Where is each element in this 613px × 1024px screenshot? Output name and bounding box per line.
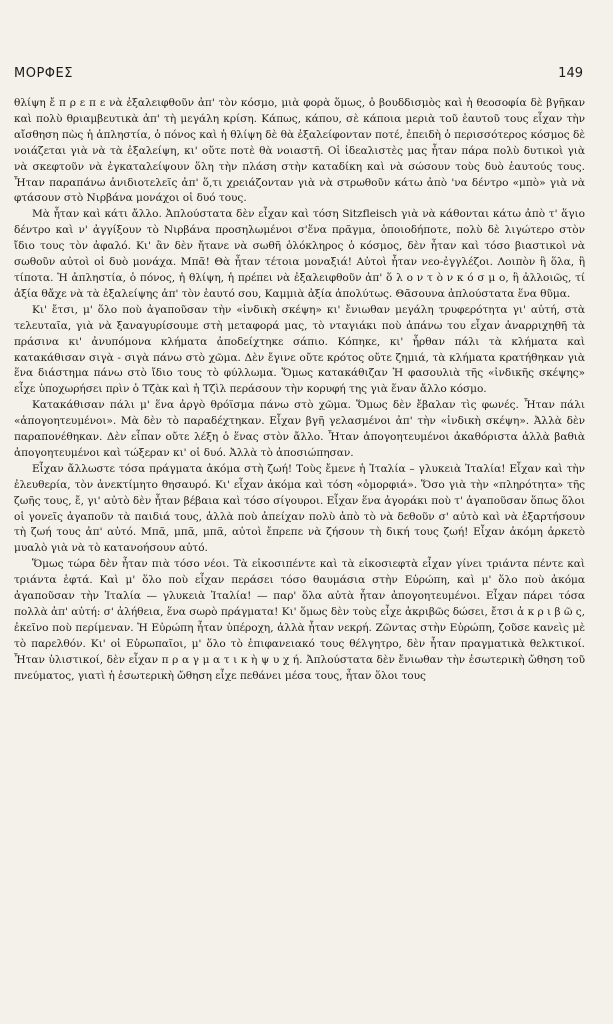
- paragraph: Κι' ἔτσι, μ' ὅλο ποὺ ἀγαποῦσαν τὴν «ἰνδικὴ σκέψη» κι' ἔνιωθαν μεγάλη τρυφερότητα γι' αὐτή, στὰ τελευταῖα, γιὰ νὰ ξαναγυρίσουμε στὴ μεταφορά μας, τὸ νταγιάκι ποὺ ἀπάνω του εἶχαν ἀναρριχηθῆ τὰ πράσινα κι' ἀνυπόμονα κλήματα ἀποδείχτηκε σάπιο. Κόπηκε, κι' ἦρθαν πάλι τὰ κλήματα καὶ κατακάθισαν σιγὰ - σιγὰ πάνω στὸ χῶμα. Δὲν ἔγινε οὔτε κρότος οὔτε ζημιά, τὰ κλήματα κρατήθηκαν γιὰ ἕνα διάστημα πάνω στὸ ἴδιο τους τὸ φύλλωμα. Ὅμως κατακάθιζαν Ἡ φασουλιὰ τῆς «ἰνδικῆς σκέψης» εἶχε ὑποχωρήσει πρὶν ὁ Τζὰκ καὶ ἡ Τζὶλ περάσουν τὴν κορυφή της γιὰ ἕναν ἄλλο κόσμο.: [14, 303, 585, 396]
- paragraph: Ὅμως τώρα δὲν ἦταν πιὰ τόσο νέοι. Τὰ εἰκοσιπέντε καὶ τὰ εἰκοσιεφτὰ εἶχαν γίνει τριάντα πέντε καὶ τριάντα ἑφτά. Καὶ μ' ὅλο ποὺ εἶχαν περάσει τόσο θαυμάσια στὴν Εὐρώπη, καὶ μ' ὅλο ποὺ ἀκόμα ἀγαποῦσαν τὴν Ἰταλία — γλυκειὰ Ἰταλία! — παρ' ὅλα αὐτὰ ἦταν ἀπογοητευμένοι. Εἶχαν πάρει τόσα πολλὰ ἀπ' αὐτή: σ' ἀλήθεια, ἕνα σωρὸ πράγματα! Κι' ὅμως δὲν τοὺς εἶχε ἀκριβῶς δώσει, ἔτσι ἀ κ ρ ι β ῶ ς, ἐκεῖνο ποὺ περίμεναν. Ἡ Εὐρώπη ἦταν ὑπέροχη, ἀλλὰ ἦταν νεκρή. Ζῶντας στὴν Εὐρώπη, ζοῦσε κανεὶς μὲ τὸ παρελθόν. Κι' οἱ Εὐρωπαῖοι, μ' ὅλο τὸ ἐπιφανειακό τους θέλγητρο, δὲν ἦταν πραγματικὰ θελκτικοί. Ἦταν ὑλιστικοί, δὲν εἶχαν π ρ α γ μ α τ ι κ ὴ ψ υ χ ή. Ἀπλούστατα δὲν ἔνιωθαν τὴν ἐσωτερικὴ ὤθηση τοῦ πνεύματος, γιατὶ ἡ ἐσωτερικὴ ὤθηση εἶχε πεθάνει μέσα τους, ἦταν ὅλοι τους: [14, 558, 585, 682]
- page-body: [14, 96, 585, 685]
- paragraph: Μὰ ἦταν καὶ κάτι ἄλλο. Ἀπλούστατα δὲν εἶχαν καὶ τόση Sitzfleisch γιὰ νὰ κάθονται κάτω ἀπὸ τ' ἅγιο δέντρο καὶ ν' ἀγγίξουν τὸ Νιρβάνα προσηλωμένοι σ'ἕνα πρᾶγμα, ὁποιοδήποτε, πολὺ δὲ λιγώτερο στὸν ἴδιο τους τὸν ἀφαλό. Κι' ἂν δὲν ἤτανε νὰ σωθῆ ὁλόκληρος ὁ κόσμος, δὲν ἦταν καὶ τόσο βιαστικοὶ νὰ σωθοῦν αὐτοὶ οἱ δυὸ μονάχα. Μπᾶ! Θὰ ἦταν τέτοια μοναξιά! Αὐτοὶ ἦταν νεο-ἐγγλέζοι. Λοιπὸν ἢ ὅλα, ἢ τίποτα. Ἡ ἀπληστία, ὁ πόνος, ἡ θλίψη, ἡ πρέπει νὰ ἐξαλειφθοῦν ἀπ' ὅ λ ο ν τ ὸ ν κ ό σ μ ο, ἢ ἀλλοιῶς, τί ἀξία θἄχε νὰ τὰ ἐξαλείψης ἀπ' τὸν ἑαυτό σου, Καμμιὰ ἀξία ἀπολύτως. Θᾶσουνα ἁπλούστατα ἕνα θῦμα.: [14, 208, 585, 300]
- paragraph: Κατακάθισαν πάλι μ' ἕνα ἀργὸ θρόϊσμα πάνω στὸ χῶμα. Ὅμως δὲν ἔβαλαν τὶς φωνές. Ἦταν πάλι «ἀπογοητευμένοι». Μὰ δὲν τὸ παραδέχτηκαν. Εἶχαν βγῆ γελασμένοι ἀπ' τὴν «ἰνδικὴ σκέψη». Ἀλλὰ δὲν παραπονέθηκαν. Δὲν εἶπαν οὔτε λέξη ὁ ἕνας στὸν ἄλλο. Ἦταν ἀπογοητευμένοι ἀκαθόριστα ἀλλὰ βαθιὰ ἀπογοητευμένοι καὶ τώξεραν κι' οἱ δυό. Ἀλλὰ τὸ ἀποσιώπησαν.: [14, 399, 585, 459]
- page-number: 149: [558, 66, 583, 81]
- paragraph: Εἶχαν ἄλλωστε τόσα πράγματα ἀκόμα στὴ ζωή! Τοὺς ἔμενε ἡ Ἰταλία – γλυκειὰ Ἰταλία! Εἶχαν καὶ τὴν ἐλευθερία, τὸν ἀνεκτίμητο θησαυρό. Κι' εἶχαν ἀκόμα καὶ τόση «ὁμορφιά». Ὅσο γιὰ τὴν «πληρότητα» τῆς ζωῆς τους, ἔ, γι' αὐτὸ δὲν ἦταν βέβαια καὶ τόσο σίγουροι. Εἶχαν ἕνα ἀγοράκι ποὺ τ' ἀγαποῦσαν ὅπως ὅλοι οἱ γονεῖς ἀγαποῦν τὰ παιδιά τους, ἀλλὰ ποὺ ἀπείχαν πολὺ ἀπὸ τὸ νὰ δεθοῦν σ' αὐτὸ καὶ νὰ ἐξαρτήσουν τὴ ζωή τους ἀπ' αὐτό. Μπᾶ, μπᾶ, μπᾶ, αὐτοὶ ἔπρεπε νὰ ζήσουν τὴ δική τους ζωή! Εἶχαν ἀκόμη ἀρκετὸ μυαλὸ γιὰ νὰ τὸ κατανοήσουν αὐτό.: [14, 462, 585, 555]
- paragraph: θλίψη ἔ π ρ ε π ε νὰ ἐξαλειφθοῦν ἀπ' τὸν κόσμο, μιὰ φορὰ ὅμως, ὁ βουδδισμὸς καὶ ἡ θεοσοφία δὲ βγῆκαν καὶ πολὺ θριαμβευτικὰ ἀπ' τὴ μεγάλη κρίση. Κάπως, κάπου, σὲ κάποια μεριὰ τοῦ ἑαυτοῦ τους εἶχαν τὴν αἴσθηση πὼς ἡ ἀπληστία, ὁ πόνος καὶ ἡ θλίψη δὲ θὰ ἐξαλείφονταν ποτέ, ἐπειδὴ ὁ περισσότερος κόσμος δὲ νοιάζεται γιὰ νὰ τὰ ἐξαλείψη, κι' οὔτε ποτὲ θὰ νοιαστῆ. Οἱ ἰδεαλιστὲς μας ἦταν πάρα πολὺ δυτικοὶ γιὰ νὰ σκεφτοῦν νὰ ἐγκαταλείψουν ὅλη τὴν πλάση στὴν καταδίκη καὶ νὰ σώσουν τοὺς δυὸ ἑαυτούς τους. Ἦταν παραπάνω ἀνιδιοτελεῖς ἀπ' ὅ,τι χρειάζονταν γιὰ νὰ στρωθοῦν κάτω ἀπὸ 'να δέντρο «μπὸ» γιὰ νὰ φτάσουν στὸ Νιρβάνα μονάχοι οἱ δυό τους.: [14, 97, 585, 205]
- page-header: [14, 66, 583, 81]
- running-head: ΜΟΡΦΕΣ: [14, 66, 73, 81]
